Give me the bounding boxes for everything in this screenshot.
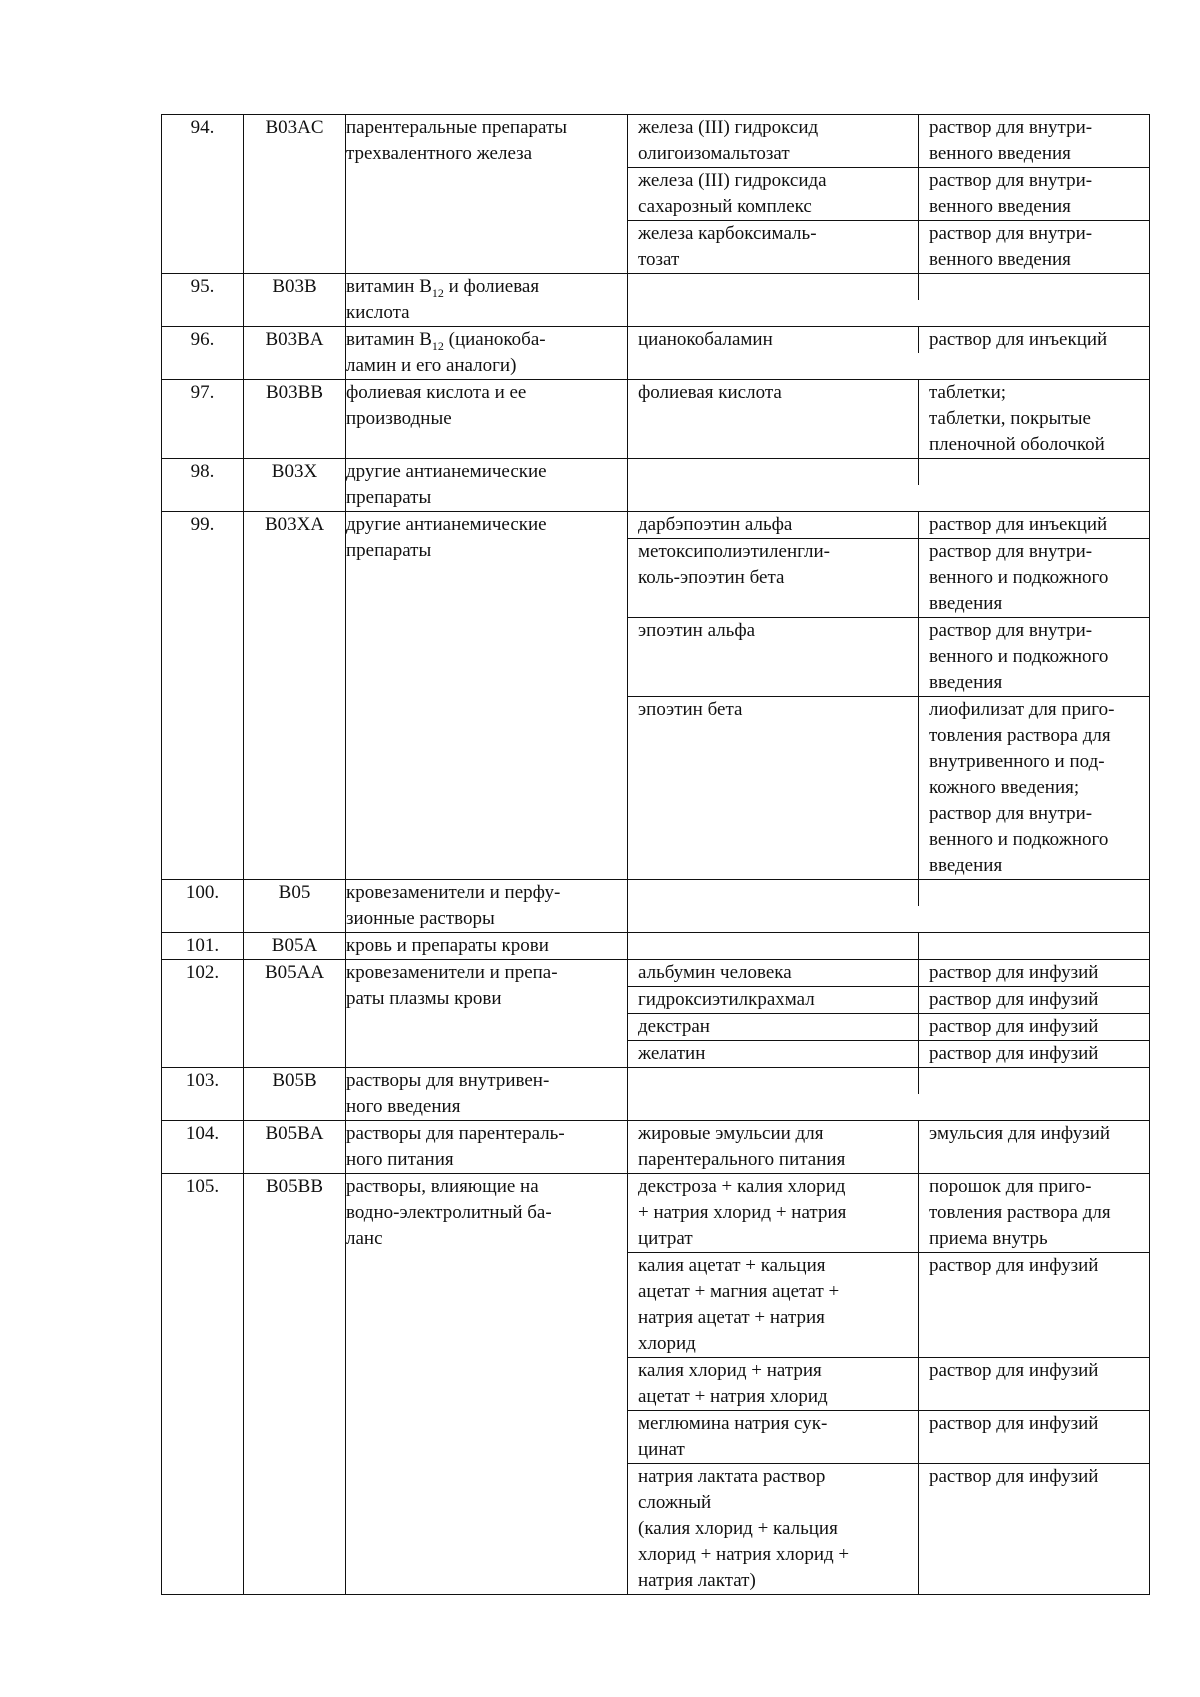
drug-name xyxy=(628,274,919,300)
drug-forms-list xyxy=(628,327,1149,353)
row-number: 100. xyxy=(162,880,244,933)
drug-item xyxy=(628,1041,1149,1068)
drug-forms-cell xyxy=(628,459,1150,512)
group-description xyxy=(346,327,628,380)
drug-forms-list xyxy=(628,380,1149,458)
row-number: 103. xyxy=(162,1068,244,1121)
row-number: 95. xyxy=(162,274,244,327)
drug-name xyxy=(628,933,919,959)
dosage-form: раствор для инфузий xyxy=(929,962,1099,983)
drug-name: калия хлорид + натрия ацетат + натрия хлорид xyxy=(628,1358,919,1411)
group-description: другие антианемические препараты xyxy=(346,459,628,512)
table-row xyxy=(162,380,1150,459)
drug-forms-cell xyxy=(628,274,1150,327)
row-number: 102. xyxy=(162,960,244,1068)
drug-name: декстран xyxy=(628,1014,919,1041)
dosage-form: таблетки; таблетки, покрытые пленочной оболочкой xyxy=(929,382,1105,455)
description-text: витамин B xyxy=(346,329,432,350)
table-row xyxy=(162,880,1150,933)
drug-forms-cell xyxy=(628,880,1150,933)
dosage-form: раствор для инъекций xyxy=(929,514,1108,535)
dosage-form: раствор для инфузий xyxy=(919,1041,1150,1068)
group-description: кровезаменители и препа- раты плазмы крови xyxy=(346,960,628,1068)
drug-item xyxy=(628,1464,1149,1595)
dosage-form: раствор для инфузий xyxy=(919,1464,1150,1595)
drug-item xyxy=(628,539,1149,618)
drug-item xyxy=(628,697,1149,880)
drug-forms-list xyxy=(628,933,1149,959)
drug-item xyxy=(628,1411,1149,1464)
group-description: кровезаменители и перфу- зионные растворы xyxy=(346,880,628,933)
dosage-form xyxy=(919,933,1150,959)
dosage-form: порошок для приго- товления раствора для приема внутрь xyxy=(929,1176,1111,1249)
drug-name: дарбэпоэтин альфа xyxy=(628,512,919,539)
drug-item xyxy=(628,1014,1149,1041)
row-number: 101. xyxy=(162,933,244,960)
drug-item xyxy=(628,987,1149,1014)
drug-forms-list xyxy=(628,1174,1149,1594)
row-number: 104. xyxy=(162,1121,244,1174)
drug-forms-list xyxy=(628,1121,1149,1173)
group-description xyxy=(346,274,628,327)
drug-item xyxy=(628,1068,1149,1094)
dosage-form: эмульсия для инфузий xyxy=(929,1123,1111,1144)
drug-item xyxy=(628,168,1149,221)
atc-code: B05AA xyxy=(244,960,346,1068)
drug-name: железа (III) гидроксид олигоизомальтозат xyxy=(628,115,919,168)
dosage-form xyxy=(919,274,1150,300)
drug-item xyxy=(628,221,1149,274)
dosage-form: раствор для инфузий xyxy=(919,987,1150,1014)
table-row xyxy=(162,327,1150,380)
dosage-form xyxy=(919,880,1150,906)
drug-forms-list xyxy=(628,512,1149,879)
subscript-text: 12 xyxy=(431,285,444,300)
description-text: и фолиевая кислота xyxy=(346,276,540,323)
row-number: 94. xyxy=(162,115,244,274)
dosage-form: раствор для инфузий xyxy=(919,1358,1150,1411)
drug-forms-cell xyxy=(628,327,1150,380)
drug-item xyxy=(628,115,1149,168)
group-description: кровь и препараты крови xyxy=(346,933,628,960)
drug-name: декстроза + калия хлорид + натрия хлорид + натрия цитрат xyxy=(628,1174,919,1253)
atc-code: B03AC xyxy=(244,115,346,274)
drug-forms-cell xyxy=(628,1068,1150,1121)
drug-forms-list xyxy=(628,115,1149,273)
drug-forms-list xyxy=(628,1068,1149,1094)
drug-item xyxy=(628,274,1149,300)
atc-code: B05BB xyxy=(244,1174,346,1595)
drug-name: альбумин человека xyxy=(628,960,919,987)
drug-item xyxy=(628,327,1149,353)
drug-name xyxy=(628,1068,919,1094)
dosage-form: раствор для внутри- венного введения xyxy=(929,117,1093,164)
drug-name: натрия лактата раствор сложный (калия хлорид + кальция хлорид + натрия хлорид + натрия лактат) xyxy=(628,1464,919,1595)
drug-forms-cell xyxy=(628,512,1150,880)
drug-name: фолиевая кислота xyxy=(628,380,919,458)
drug-name: гидроксиэтилкрахмал xyxy=(628,987,919,1014)
row-number: 105. xyxy=(162,1174,244,1595)
drug-name xyxy=(628,459,919,485)
table-row xyxy=(162,459,1150,512)
dosage-form: раствор для инфузий xyxy=(919,1014,1150,1041)
drug-name: железа (III) гидроксида сахарозный комплекс xyxy=(628,168,919,221)
dosage-form: раствор для внутри- венного и подкожного введения xyxy=(919,539,1150,618)
drug-item xyxy=(628,1253,1149,1358)
drug-forms-list xyxy=(628,274,1149,300)
description-text: витамин B xyxy=(346,276,432,297)
drug-item xyxy=(628,1121,1149,1173)
drug-item xyxy=(628,380,1149,458)
drug-name: калия ацетат + кальция ацетат + магния ацетат + натрия ацетат + натрия хлорид xyxy=(628,1253,919,1358)
dosage-form: раствор для внутри- венного введения xyxy=(919,168,1150,221)
dosage-form: раствор для инъекций xyxy=(929,329,1108,350)
drug-name: эпоэтин альфа xyxy=(628,618,919,697)
drug-name: эпоэтин бета xyxy=(628,697,919,880)
dosage-form xyxy=(919,459,1150,485)
row-number: 99. xyxy=(162,512,244,880)
drug-forms-cell xyxy=(628,1174,1150,1595)
group-description: растворы, влияющие на водно-электролитный ба- ланс xyxy=(346,1174,628,1595)
drug-list-table xyxy=(161,114,1150,1595)
atc-code: B05 xyxy=(244,880,346,933)
drug-item xyxy=(628,960,1149,987)
dosage-form: раствор для инфузий xyxy=(919,1411,1150,1464)
group-description: парентеральные препараты трехвалентного железа xyxy=(346,115,628,274)
description-text: (цианокоба- ламин и его аналоги) xyxy=(346,329,546,376)
atc-code: B05B xyxy=(244,1068,346,1121)
row-number: 97. xyxy=(162,380,244,459)
dosage-form: раствор для внутри- венного и подкожного введения xyxy=(919,618,1150,697)
drug-forms-list xyxy=(628,880,1149,906)
drug-name: меглюмина натрия сук- цинат xyxy=(628,1411,919,1464)
atc-code: B03BB xyxy=(244,380,346,459)
atc-code: B03XA xyxy=(244,512,346,880)
dosage-form: лиофилизат для приго- товления раствора для внутривенного и под- кожного введения; раствор для внутри- венного и подкожного введения xyxy=(919,697,1150,880)
group-description: растворы для внутривен- ного введения xyxy=(346,1068,628,1121)
drug-item xyxy=(628,459,1149,485)
group-description: растворы для парентераль- ного питания xyxy=(346,1121,628,1174)
subscript-text: 12 xyxy=(431,338,444,353)
dosage-form: раствор для внутри- венного введения xyxy=(919,221,1150,274)
drug-forms-list xyxy=(628,960,1149,1067)
table-row xyxy=(162,1121,1150,1174)
drug-name: железа карбоксималь- тозат xyxy=(628,221,919,274)
table-row xyxy=(162,933,1150,960)
drug-forms-list xyxy=(628,459,1149,485)
drug-item xyxy=(628,1358,1149,1411)
drug-name xyxy=(628,880,919,906)
atc-code: B05A xyxy=(244,933,346,960)
drug-item xyxy=(628,933,1149,959)
table-row xyxy=(162,274,1150,327)
drug-item xyxy=(628,618,1149,697)
drug-forms-cell xyxy=(628,380,1150,459)
drug-item xyxy=(628,880,1149,906)
drug-forms-cell xyxy=(628,960,1150,1068)
drug-name: цианокобаламин xyxy=(628,327,919,353)
group-description: другие антианемические препараты xyxy=(346,512,628,880)
dosage-form: раствор для инфузий xyxy=(919,1253,1150,1358)
atc-code: B05BA xyxy=(244,1121,346,1174)
group-description: фолиевая кислота и ее производные xyxy=(346,380,628,459)
table-row xyxy=(162,960,1150,1068)
drug-item xyxy=(628,1174,1149,1253)
table-row xyxy=(162,1174,1150,1595)
row-number: 98. xyxy=(162,459,244,512)
drug-name: желатин xyxy=(628,1041,919,1068)
table-row xyxy=(162,512,1150,880)
drug-item xyxy=(628,512,1149,539)
row-number: 96. xyxy=(162,327,244,380)
atc-code: B03B xyxy=(244,274,346,327)
table-row xyxy=(162,115,1150,274)
drug-forms-cell xyxy=(628,933,1150,960)
drug-name: метоксиполиэтиленгли- коль-эпоэтин бета xyxy=(628,539,919,618)
drug-forms-cell xyxy=(628,115,1150,274)
drug-name: жировые эмульсии для парентерального питания xyxy=(628,1121,919,1173)
dosage-form xyxy=(919,1068,1150,1094)
drug-forms-cell xyxy=(628,1121,1150,1174)
atc-code: B03X xyxy=(244,459,346,512)
atc-code: B03BA xyxy=(244,327,346,380)
table-row xyxy=(162,1068,1150,1121)
